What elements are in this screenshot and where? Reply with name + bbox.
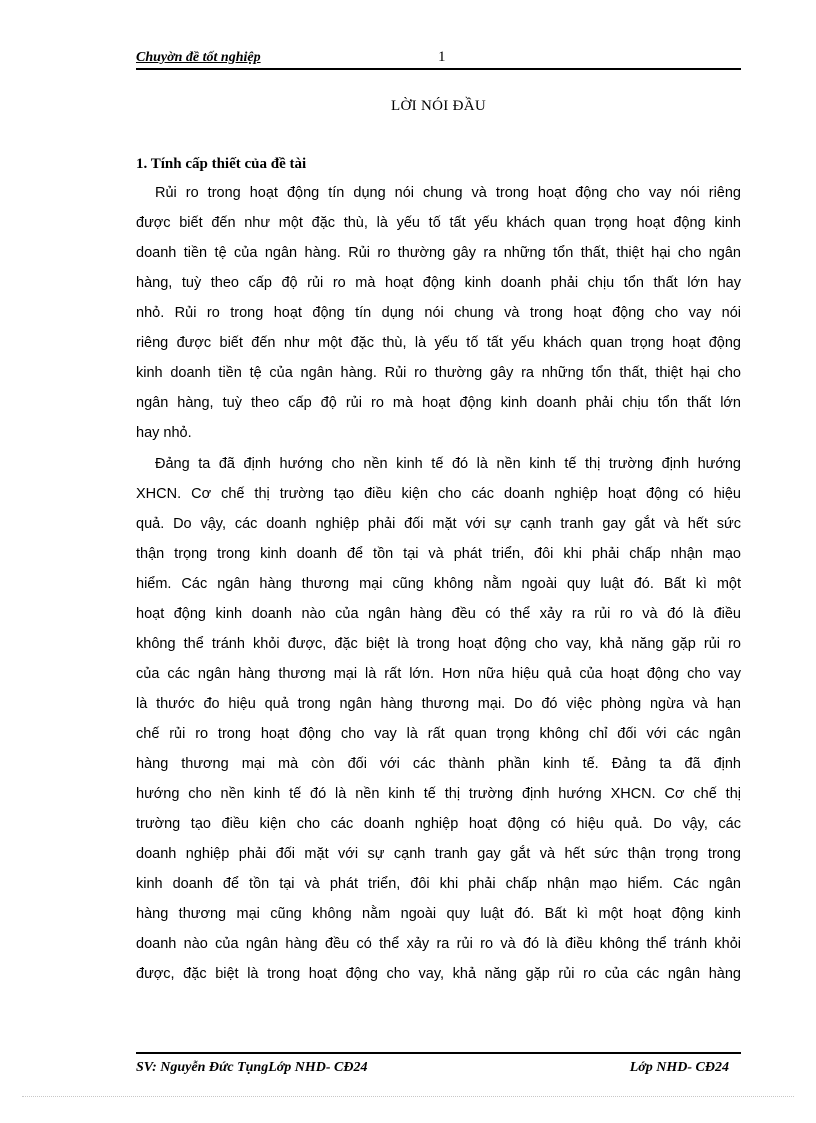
document-title: LỜI NÓI ĐẦU [391, 98, 486, 114]
page-footer [136, 1052, 741, 1078]
text-line: riêng được biết đến như một đặc thù, là yếu tố tất yếu khách quan trọng hoạt động [136, 335, 741, 351]
page-number: 1 [438, 49, 446, 65]
text-line: hoạt động kinh doanh nào của ngân hàng đều có thể xảy ra rủi ro và đó là điều [136, 606, 741, 622]
text-line: quả. Do vậy, các doanh nghiệp phải đối mặt với sự cạnh tranh gay gắt và hết sức [136, 516, 741, 532]
text-line: Rủi ro trong hoạt động tín dụng nói chung và trong hoạt động cho vay nói riêng [155, 185, 741, 201]
text-line: kinh doanh để tồn tại và phát triển, đôi khi phải chấp nhận mạo hiểm. Các ngân [136, 876, 741, 892]
text-line: hay nhỏ. [136, 425, 192, 441]
text-line: hàng thương mại mà còn đối với các thành phần kinh tế. Đảng ta đã định [136, 756, 741, 772]
header-title: Chuyờn đề tốt nghiệp [136, 50, 261, 65]
text-line: được, đặc biệt là trong hoạt động cho vay, khả năng gặp rủi ro của các ngân hàng [136, 966, 741, 982]
text-line: kinh doanh tiền tệ của ngân hàng. Rủi ro thường gây ra những tổn thất, thiệt hại cho [136, 365, 741, 381]
section-heading: 1. Tính cấp thiết của đề tài [136, 156, 307, 172]
text-line: XHCN. Cơ chế thị trường tạo điều kiện cho các doanh nghiệp hoạt động có hiệu [136, 486, 741, 502]
footer-class: Lớp NHD- CĐ24 [629, 1060, 729, 1075]
text-line: doanh tiền tệ của ngân hàng. Rủi ro thường gây ra những tổn thất, thiệt hại cho ngân [136, 245, 741, 261]
text-line: được biết đến như một đặc thù, là yếu tố tất yếu khách quan trọng hoạt động kinh [136, 215, 741, 231]
text-line: thận trọng trong kinh doanh để tồn tại và phát triển, đôi khi phải chấp nhận mạo [136, 546, 741, 562]
text-line: trường tạo điều kiện cho các doanh nghiệp hoạt động có hiệu quả. Do vậy, các [136, 816, 741, 832]
text-line: không thể tránh khỏi được, đặc biệt là trong hoạt động cho vay, khả năng gặp rủi ro [136, 636, 741, 652]
text-line: hướng cho nền kinh tế đó là nền kinh tế thị trường định hướng XHCN. Cơ chế thị [136, 786, 741, 802]
page-edge-divider [22, 1096, 794, 1097]
text-line: là thước đo hiệu quả trong ngân hàng thương mại. Do đó việc phòng ngừa và hạn [136, 696, 741, 712]
text-line: Đảng ta đã định hướng cho nền kinh tế đó là nền kinh tế thị trường định hướng [155, 456, 741, 472]
page-header [136, 48, 741, 70]
text-line: nhỏ. Rủi ro trong hoạt động tín dụng nói chung và trong hoạt động cho vay nói [136, 305, 741, 321]
text-line: của các ngân hàng thương mại là rất lớn. Hơn nữa hiệu quả của hoạt động cho vay [136, 666, 741, 682]
text-line: chế rủi ro trong hoạt động cho vay là rất quan trọng không chỉ đối với các ngân [136, 726, 741, 742]
text-line: hàng, tuỳ theo cấp độ rủi ro mà hoạt động kinh doanh phải chịu tổn thất lớn hay [136, 275, 741, 291]
footer-student: SV: Nguyễn Đức TụngLớp NHD- CĐ24 [136, 1060, 368, 1075]
text-line: ngân hàng, tuỳ theo cấp độ rủi ro mà hoạt động kinh doanh phải chịu tổn thất lớn [136, 395, 741, 411]
text-line: doanh nào của ngân hàng đều có thể xảy ra rủi ro và đó là điều không thể tránh khỏi [136, 936, 741, 952]
text-line: doanh nghiệp phải đối mặt với sự cạnh tranh gay gắt và hết sức thận trọng trong [136, 846, 741, 862]
text-line: hiểm. Các ngân hàng thương mại cũng không nằm ngoài quy luật đó. Bất kì một [136, 576, 741, 592]
text-line: hàng thương mại cũng không nằm ngoài quy luật đó. Bất kì một hoạt động kinh [136, 906, 741, 922]
